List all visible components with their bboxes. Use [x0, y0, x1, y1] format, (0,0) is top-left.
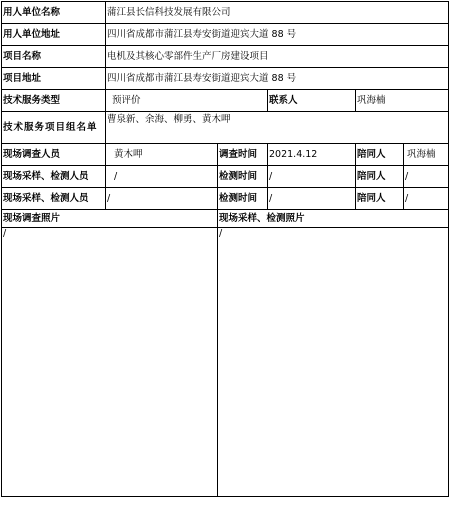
survey-photo-area: /	[2, 228, 218, 497]
survey-photo-label: 现场调查照片	[2, 210, 218, 228]
employer-value: 蒲江县长信科技发展有限公司	[106, 2, 449, 24]
row-project-address	[2, 68, 449, 90]
project-address-label: 项目地址	[2, 68, 106, 90]
sampling-photo-label: 现场采样、检测照片	[218, 210, 449, 228]
record-table	[1, 1, 449, 497]
sampling-2-companion-cell	[356, 188, 449, 210]
row-photo-headers	[2, 210, 449, 228]
sampling-1-time-value: /	[268, 166, 356, 188]
address-value: 四川省成都市蒲江县寿安街道迎宾大道 88 号	[106, 24, 449, 46]
row-address	[2, 24, 449, 46]
survey-person-label: 现场调查人员	[2, 144, 106, 166]
survey-person-value: 黄木呷	[106, 144, 218, 166]
project-value: 电机及其核心零部件生产厂房建设项目	[106, 46, 449, 68]
sampling-2-time-value: /	[268, 188, 356, 210]
project-label: 项目名称	[2, 46, 106, 68]
survey-time-value: 2021.4.12	[268, 144, 356, 166]
row-survey	[2, 144, 449, 166]
sampling-1-label: 现场采样、检测人员	[2, 166, 106, 188]
row-project	[2, 46, 449, 68]
companion-label: 陪同人	[356, 144, 404, 165]
sampling-photo-area: /	[218, 228, 449, 497]
team-value: 曹泉新、余海、柳勇、黄木呷	[106, 112, 449, 144]
survey-companion-cell	[356, 144, 449, 166]
sampling-2-companion-value: /	[405, 192, 409, 204]
survey-time-label: 调查时间	[218, 144, 268, 166]
companion-value: 巩海楠	[407, 148, 436, 160]
row-employer	[2, 2, 449, 24]
sampling-2-companion-label: 陪同人	[356, 188, 404, 209]
employer-label: 用人单位名称	[2, 2, 106, 24]
row-photos	[2, 228, 449, 497]
project-address-value: 四川省成都市蒲江县寿安街道迎宾大道 88 号	[106, 68, 449, 90]
service-type-value: 预评价	[106, 90, 268, 112]
survey-record-form	[1, 1, 448, 511]
sampling-1-companion-label: 陪同人	[356, 166, 404, 187]
sampling-2-label: 现场采样、检测人员	[2, 188, 106, 210]
sampling-2-value: /	[106, 188, 218, 210]
sampling-1-companion-cell	[356, 166, 449, 188]
row-service-type	[2, 90, 449, 112]
sampling-2-time-label: 检测时间	[218, 188, 268, 210]
sampling-1-time-label: 检测时间	[218, 166, 268, 188]
contact-value: 巩海楠	[356, 90, 449, 112]
sampling-1-value: /	[106, 166, 218, 188]
sampling-1-companion-value: /	[405, 170, 409, 182]
row-team	[2, 112, 449, 144]
row-sampling-1	[2, 166, 449, 188]
team-label: 技术服务项目组名单	[2, 112, 106, 144]
row-sampling-2	[2, 188, 449, 210]
service-type-label: 技术服务类型	[2, 90, 106, 112]
contact-label: 联系人	[268, 90, 356, 112]
address-label: 用人单位地址	[2, 24, 106, 46]
